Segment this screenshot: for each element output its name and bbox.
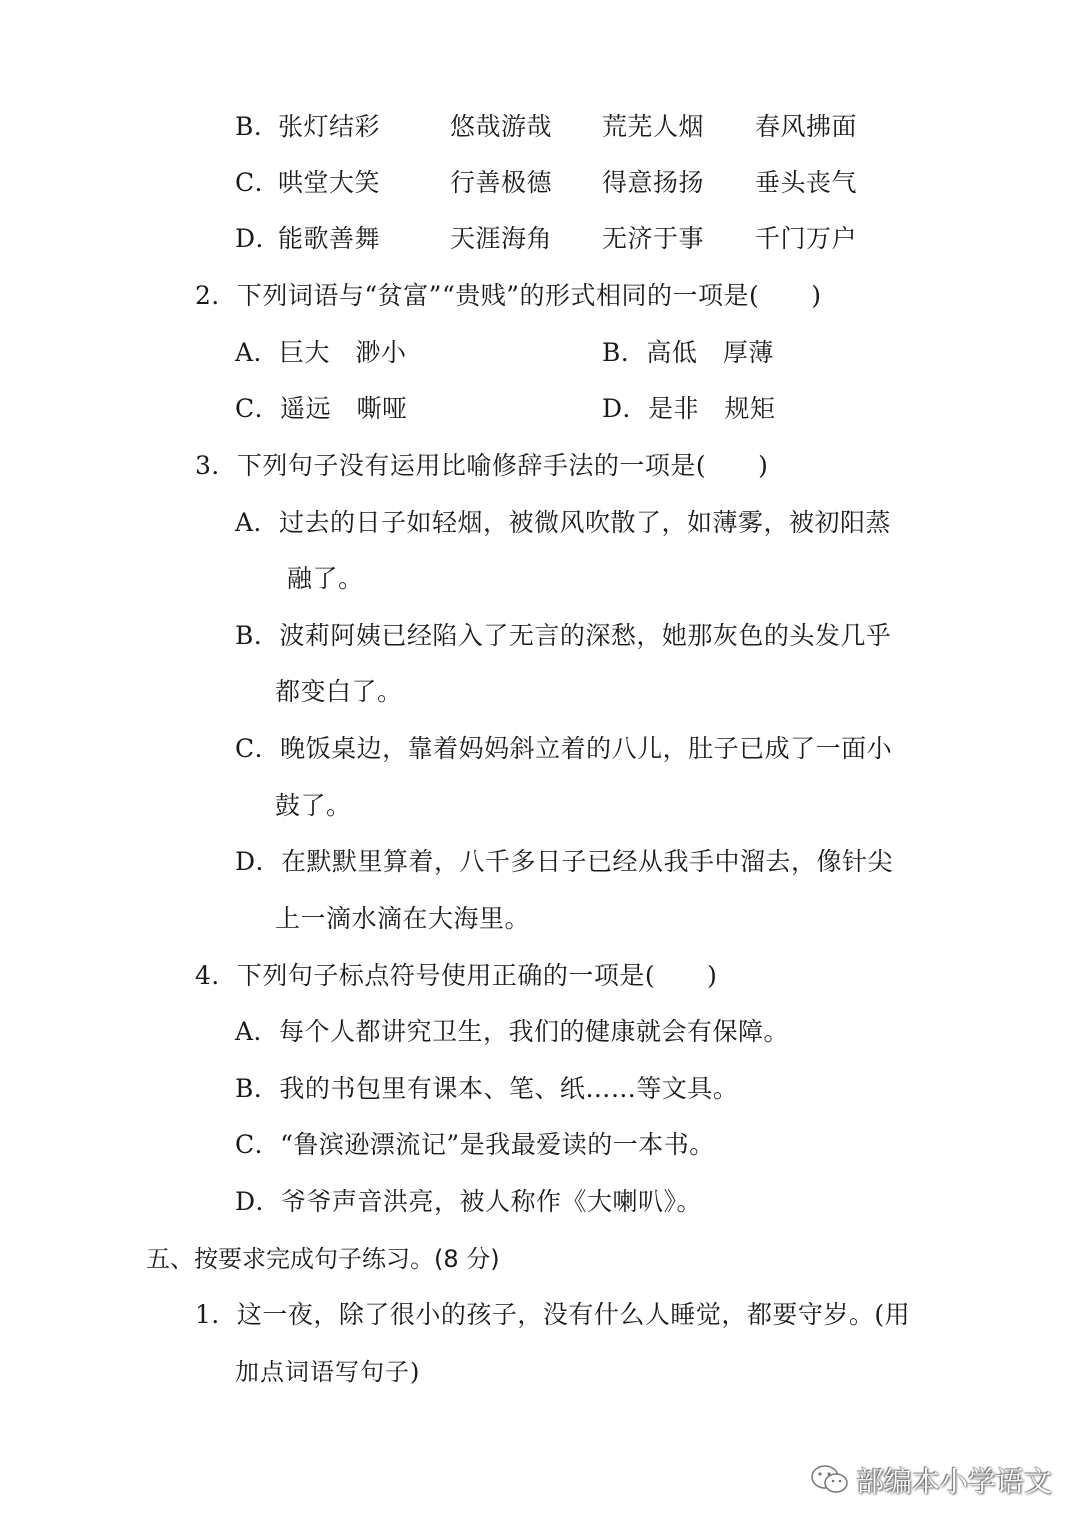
q2-option-c: C．遥远 嘶哑	[235, 394, 408, 423]
q2-option-b: B．高低 厚薄	[602, 338, 774, 367]
wechat-icon	[810, 1463, 850, 1497]
idiom: 悠哉游哉	[450, 112, 553, 141]
option-label: C．	[235, 168, 281, 197]
option-label: D．	[235, 224, 282, 253]
q2-stem	[195, 279, 822, 313]
q3-option-d-line1: D．在默默里算着，八千多日子已经从我手中溜去，像针尖	[235, 847, 894, 876]
q4-option-a: A．每个人都讲究卫生，我们的健康就会有保障。	[235, 1017, 790, 1046]
q4-option-b: B．我的书包里有课本、笔、纸……等文具。	[235, 1074, 739, 1103]
section-5-title: 五、按要求完成句子练习。(8 分)	[146, 1245, 500, 1273]
q3-stem	[195, 449, 768, 483]
q3-option-d-line2: 上一滴水滴在大海里。	[275, 904, 531, 933]
q3-option-b-line2: 都变白了。	[275, 677, 403, 706]
q2-stem-text: 2．下列词语与“贫富”“贵贱”的形式相同的一项是(	[195, 281, 760, 310]
idiom: 无济于事	[602, 224, 705, 253]
q3-option-c-line2: 鼓了。	[275, 791, 352, 820]
watermark-text: 部编本小学语文	[856, 1465, 1053, 1498]
option-label: B．	[235, 112, 280, 141]
q4-close-paren: )	[707, 961, 718, 990]
idiom: 张灯结彩	[278, 112, 381, 141]
q2-option-a: A．巨大 渺小	[235, 338, 407, 367]
q3-option-a-line1: A．过去的日子如轻烟，被微风吹散了，如薄雾，被初阳蒸	[235, 508, 892, 537]
idiom: 春风拂面	[755, 112, 858, 141]
q4-option-d: D．爷爷声音洪亮，被人称作《大喇叭》。	[235, 1187, 703, 1216]
idiom: 得意扬扬	[602, 168, 705, 197]
q4-stem-text: 4．下列句子标点符号使用正确的一项是(	[195, 961, 656, 990]
idiom: 千门万户	[755, 224, 858, 253]
idiom: 能歌善舞	[278, 224, 381, 253]
idiom: 垂头丧气	[755, 168, 858, 197]
s5-q1-line1: 1．这一夜，除了很小的孩子，没有什么人睡觉，都要守岁。(用	[195, 1300, 911, 1329]
idiom: 哄堂大笑	[278, 168, 381, 197]
q3-option-b-line1: B．波莉阿姨已经陷入了无言的深愁，她那灰色的头发几乎	[235, 621, 892, 650]
idiom: 行善极德	[450, 168, 553, 197]
q4-option-c: C．“鲁滨逊漂流记”是我最爱读的一本书。	[235, 1130, 715, 1159]
q2-option-d: D．是非 规矩	[602, 394, 776, 423]
q3-option-c-line1: C．晚饭桌边，靠着妈妈斜立着的八儿，肚子已成了一面小	[235, 734, 893, 763]
q2-close-paren: )	[811, 281, 822, 310]
idiom: 天涯海角	[450, 224, 553, 253]
idiom: 荒芜人烟	[602, 112, 705, 141]
q3-stem-text: 3．下列句子没有运用比喻修辞手法的一项是(	[195, 451, 707, 480]
q3-close-paren: )	[758, 451, 769, 480]
q4-stem	[195, 959, 717, 993]
q3-option-a-line2: 融了。	[287, 564, 364, 593]
watermark	[810, 1458, 1060, 1502]
s5-q1-line2: 加点词语写句子)	[235, 1358, 421, 1386]
